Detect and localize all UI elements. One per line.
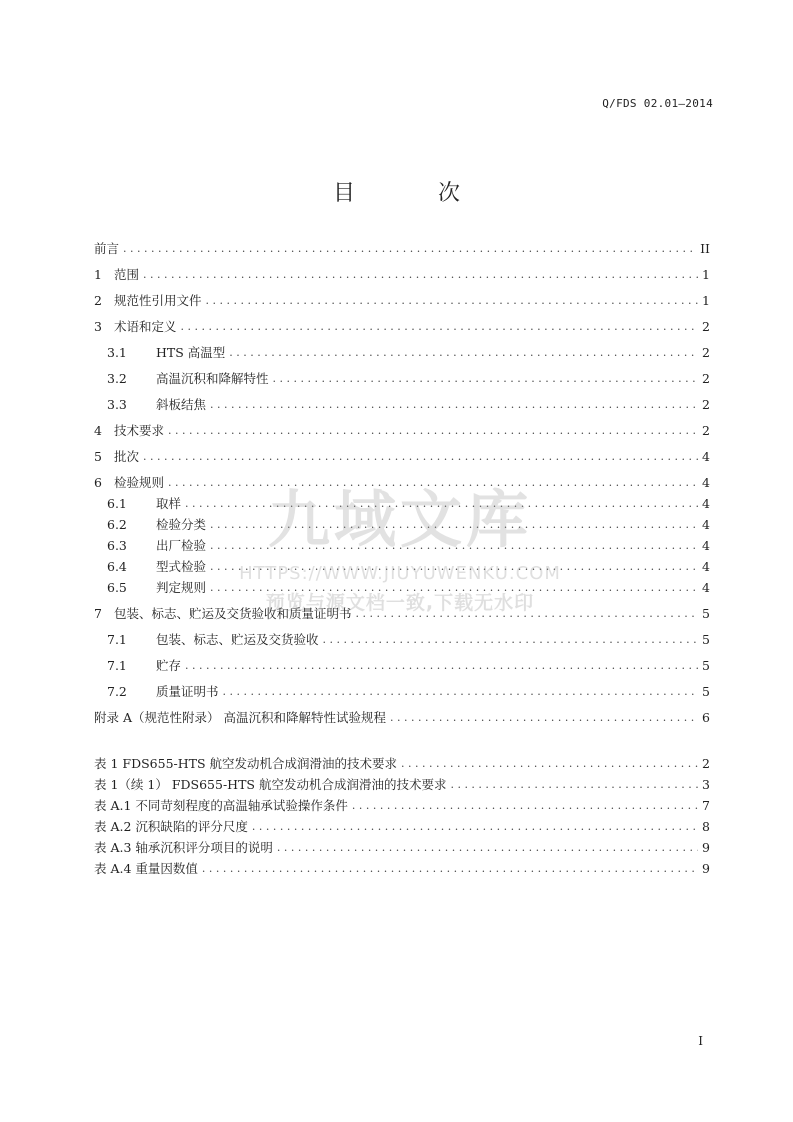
toc-label: 取样: [156, 496, 182, 511]
toc-page: 5: [702, 684, 710, 699]
toc-page: 4: [702, 580, 710, 595]
toc-page: 4: [702, 559, 710, 574]
leader-dots: [210, 580, 698, 595]
leader-dots: [210, 397, 698, 412]
leader-dots: [210, 538, 698, 553]
toc-label: 型式检验: [156, 559, 207, 574]
table-list-page: 7: [702, 798, 710, 813]
toc-entry[interactable]: [94, 316, 710, 334]
toc-number: 6: [94, 475, 102, 490]
toc-label: 规范性引用文件: [114, 293, 202, 308]
toc-page: 2: [702, 423, 710, 438]
table-list-page: 9: [702, 840, 710, 855]
table-list-page: 8: [702, 819, 710, 834]
leader-dots: [206, 293, 698, 308]
toc-number: 6.1: [107, 496, 127, 511]
toc-label: 前言: [94, 241, 120, 256]
leader-dots: [252, 819, 698, 834]
watermark-brand: 九域文库: [267, 483, 532, 556]
document-code: Q/FDS 02.01—2014: [602, 97, 713, 110]
toc-number: 3.1: [107, 345, 127, 360]
toc-label: 包装、标志、贮运及交货验收: [156, 632, 319, 647]
toc-entry[interactable]: [94, 238, 710, 256]
toc-entry[interactable]: [94, 368, 710, 386]
leader-dots: [123, 241, 696, 256]
leader-dots: [356, 606, 698, 621]
table-list-entry[interactable]: [94, 774, 710, 792]
toc-entry[interactable]: [94, 420, 710, 438]
toc-entry[interactable]: [94, 394, 710, 412]
toc-page: 4: [702, 496, 710, 511]
leader-dots: [181, 319, 698, 334]
toc-entry[interactable]: [94, 577, 710, 595]
table-list-label: 表 A.3 轴承沉积评分项目的说明: [94, 840, 273, 855]
toc-page: 1: [702, 293, 710, 308]
toc-entry[interactable]: [94, 655, 710, 673]
table-list-label: 表 A.1 不同苛刻程度的高温轴承试验操作条件: [94, 798, 348, 813]
leader-dots: [277, 840, 698, 855]
leader-dots: [185, 496, 698, 511]
toc-entry[interactable]: [94, 535, 710, 553]
toc-entry[interactable]: [94, 493, 710, 511]
toc-number: 7: [94, 606, 102, 621]
leader-dots: [210, 559, 698, 574]
toc-number: 7.1: [107, 632, 127, 647]
toc-number: 6.3: [107, 538, 127, 553]
toc-entry-appendix[interactable]: [94, 707, 710, 725]
table-list-label: 表 A.2 沉积缺陷的评分尺度: [94, 819, 248, 834]
toc-page: 4: [702, 475, 710, 490]
toc-page: 5: [702, 658, 710, 673]
table-list-page: 2: [702, 756, 710, 771]
toc-number: 7.2: [107, 684, 127, 699]
toc-label: HTS 高温型: [156, 345, 226, 360]
leader-dots: [168, 423, 698, 438]
toc-page: 1: [702, 267, 710, 282]
table-list-label: 表 A.4 重量因数值: [94, 861, 198, 876]
toc-page: 2: [702, 345, 710, 360]
toc-label: 批次: [114, 449, 140, 464]
leader-dots: [323, 632, 698, 647]
leader-dots: [143, 267, 698, 282]
toc-label: 质量证明书: [156, 684, 219, 699]
toc-label: 检验规则: [114, 475, 165, 490]
toc-label: 附录 A（规范性附录） 高温沉积和降解特性试验规程: [94, 710, 386, 725]
toc-number: 4: [94, 423, 102, 438]
table-list-entry[interactable]: [94, 753, 710, 771]
leader-dots: [390, 710, 698, 725]
toc-entry[interactable]: [94, 446, 710, 464]
table-list-label: 表 1（续 1） FDS655-HTS 航空发动机合成润滑油的技术要求: [94, 777, 447, 792]
toc-entry[interactable]: [94, 342, 710, 360]
leader-dots: [450, 777, 698, 792]
toc-page: 4: [702, 538, 710, 553]
toc-number: 3.3: [107, 397, 127, 412]
leader-dots: [202, 861, 698, 876]
toc-number: 2: [94, 293, 102, 308]
leader-dots: [229, 345, 698, 360]
leader-dots: [401, 756, 698, 771]
toc-number: 3.2: [107, 371, 127, 386]
toc-page: 2: [702, 371, 710, 386]
toc-page: 2: [702, 319, 710, 334]
toc-number: 1: [94, 267, 102, 282]
toc-entry[interactable]: [94, 514, 710, 532]
leader-dots: [273, 371, 698, 386]
toc-page: 5: [702, 632, 710, 647]
toc-entry[interactable]: [94, 264, 710, 282]
toc-entry[interactable]: [94, 681, 710, 699]
toc-page: 5: [702, 606, 710, 621]
leader-dots: [210, 517, 698, 532]
toc-label: 检验分类: [156, 517, 207, 532]
toc-page: 6: [702, 710, 710, 725]
toc-label: 贮存: [156, 658, 182, 673]
table-list-entry[interactable]: [94, 837, 710, 855]
toc-number: 6.2: [107, 517, 127, 532]
page-number: I: [698, 1034, 703, 1048]
table-list-entry[interactable]: [94, 816, 710, 834]
toc-number: 6.4: [107, 559, 127, 574]
leader-dots: [223, 684, 698, 699]
watermark-url: HTTPS://WWW.JIUYUWENKU.COM: [239, 563, 561, 584]
table-list-page: 9: [702, 861, 710, 876]
table-list-page: 3: [702, 777, 710, 792]
toc-entry[interactable]: [94, 629, 710, 647]
toc-label: 技术要求: [114, 423, 165, 438]
toc-entry[interactable]: [94, 472, 710, 490]
toc-number: 3: [94, 319, 102, 334]
leader-dots: [168, 475, 698, 490]
toc-page: 4: [702, 517, 710, 532]
leader-dots: [143, 449, 698, 464]
table-list-entry[interactable]: [94, 858, 710, 876]
toc-entry[interactable]: [94, 603, 710, 621]
toc-label: 范围: [114, 267, 140, 282]
toc-label: 出厂检验: [156, 538, 207, 553]
toc-label: 包装、标志、贮运及交货验收和质量证明书: [114, 606, 352, 621]
leader-dots: [185, 658, 698, 673]
table-list-entry[interactable]: [94, 795, 710, 813]
toc-label: 术语和定义: [114, 319, 177, 334]
page-title: 目 次: [333, 181, 498, 206]
toc-label: 斜板结焦: [156, 397, 207, 412]
watermark-slogan: 预览与源文档一致,下载无水印: [265, 592, 535, 614]
toc-entry[interactable]: [94, 556, 710, 574]
toc-page: 4: [702, 449, 710, 464]
toc-entry[interactable]: [94, 290, 710, 308]
toc-label: 判定规则: [156, 580, 207, 595]
table-list-label: 表 1 FDS655-HTS 航空发动机合成润滑油的技术要求: [94, 756, 398, 771]
toc-number: 6.5: [107, 580, 127, 595]
toc-page: 2: [702, 397, 710, 412]
toc-number: 5: [94, 449, 102, 464]
toc-label: 高温沉积和降解特性: [156, 371, 269, 386]
toc-number: 7.1: [107, 658, 127, 673]
toc-page: II: [700, 241, 710, 256]
leader-dots: [352, 798, 698, 813]
